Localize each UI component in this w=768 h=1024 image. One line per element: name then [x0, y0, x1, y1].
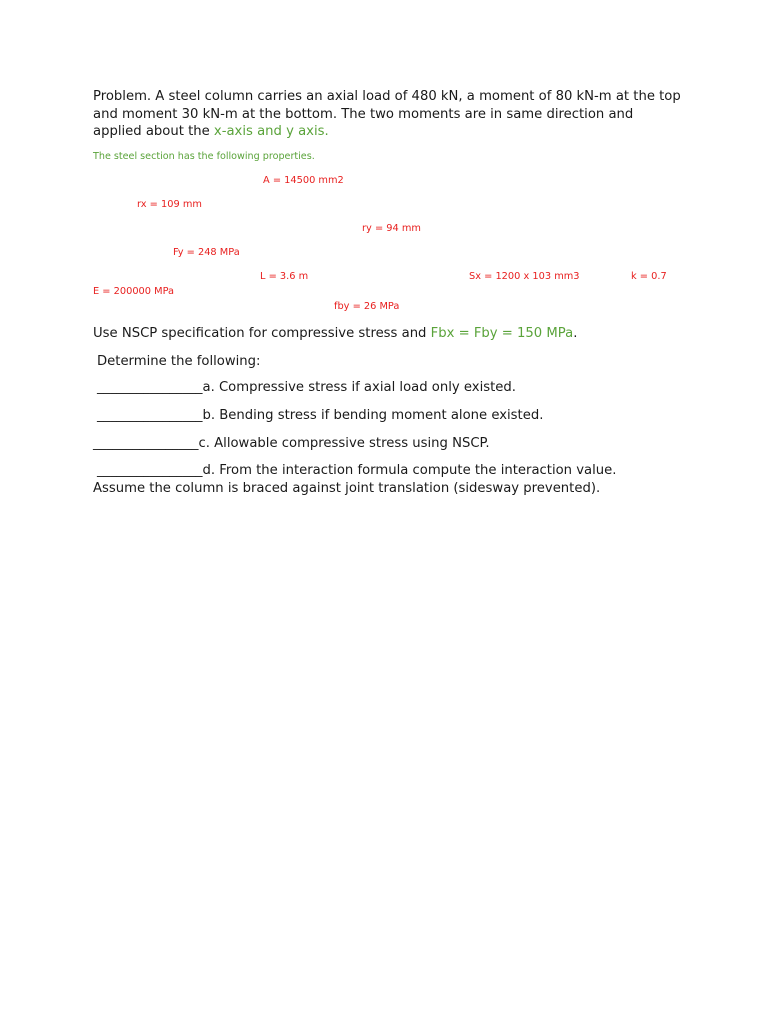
- spec-suffix: .: [573, 326, 578, 341]
- spec-highlight: Fbx = Fby = 150 MPa: [430, 326, 574, 341]
- property-fy: Fy = 248 MPa: [173, 247, 240, 258]
- question-c: ________________c. Allowable compressive stress using NSCP.: [93, 436, 490, 451]
- problem-text: Problem. A steel column carries an axial load of 480 kN, a moment of 80 kN-m at the top and moment 30 kN-m at the bottom. The two moments are in same direction and applied about the: [93, 89, 681, 140]
- problem-statement: [93, 88, 683, 141]
- question-a: ________________a. Compressive stress if axial load only existed.: [97, 380, 516, 395]
- property-ry: ry = 94 mm: [362, 223, 421, 234]
- property-area: A = 14500 mm2: [263, 175, 344, 186]
- spec-prefix: Use NSCP specification for compressive stress and: [93, 326, 431, 341]
- property-k: k = 0.7: [631, 271, 667, 282]
- property-fby: fby = 26 MPa: [334, 301, 400, 312]
- question-d: ________________d. From the interaction formula compute the interaction value.: [97, 463, 617, 478]
- property-sx: Sx = 1200 x 103 mm3: [469, 271, 580, 282]
- spec-line: [93, 325, 577, 343]
- property-length: L = 3.6 m: [260, 271, 309, 282]
- axis-highlight: x-axis and y axis.: [213, 124, 329, 140]
- question-b: ________________b. Bending stress if bending moment alone existed.: [97, 408, 544, 423]
- determine-heading: Determine the following:: [97, 354, 261, 369]
- property-e: E = 200000 MPa: [93, 286, 175, 297]
- assumption-text: Assume the column is braced against joint translation (sidesway prevented).: [93, 481, 601, 496]
- properties-intro: The steel section has the following properties.: [93, 151, 315, 162]
- property-rx: rx = 109 mm: [137, 199, 202, 210]
